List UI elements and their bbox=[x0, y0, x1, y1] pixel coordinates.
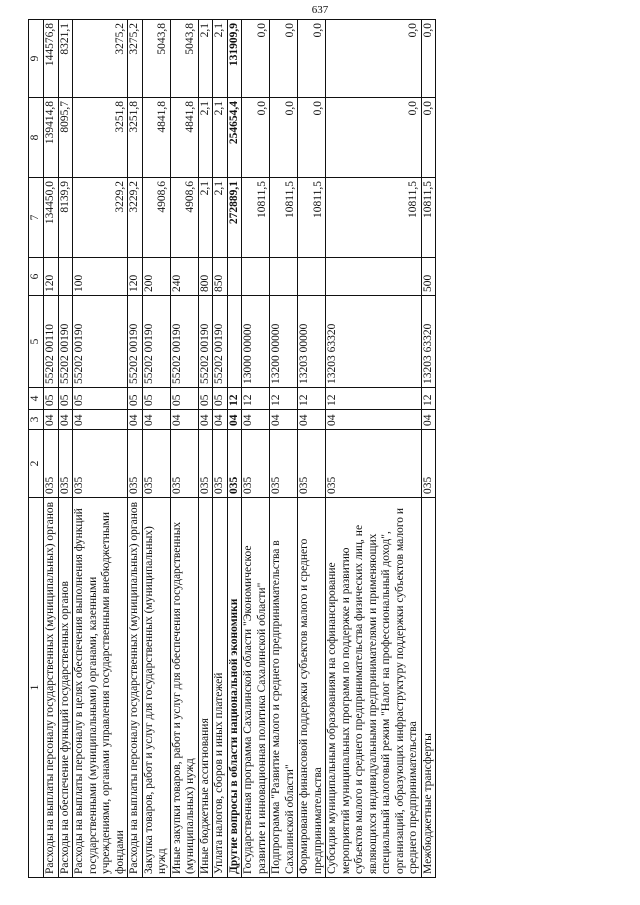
cell-c2: 035 bbox=[270, 430, 298, 498]
cell-c9: 3275,2 bbox=[128, 20, 143, 98]
table-row bbox=[73, 20, 128, 878]
cell-c2: 035 bbox=[142, 430, 170, 498]
cell-c3: 04 bbox=[142, 410, 170, 430]
cell-c2: 035 bbox=[242, 430, 270, 498]
cell-c9: 5043,8 bbox=[170, 20, 198, 98]
cell-c8: 0,0 bbox=[298, 98, 326, 178]
cell-c4: 12 bbox=[298, 388, 326, 410]
cell-c3: 04 bbox=[213, 410, 228, 430]
row-name-cell: Уплата налогов, сборов и иных платежей bbox=[213, 498, 228, 878]
page-number: 637 bbox=[311, 4, 329, 16]
cell-c9: 2,1 bbox=[198, 20, 213, 98]
cell-c3: 04 bbox=[227, 410, 242, 430]
cell-c6 bbox=[326, 258, 422, 296]
cell-c7: 3229,2 bbox=[73, 178, 128, 258]
cell-c9: 0,0 bbox=[270, 20, 298, 98]
cell-c7: 10811,5 bbox=[326, 178, 422, 258]
cell-c7: 4908,6 bbox=[142, 178, 170, 258]
cell-c7: 3229,2 bbox=[128, 178, 143, 258]
cell-c7: 272889,1 bbox=[227, 178, 242, 258]
cell-c3: 04 bbox=[73, 410, 128, 430]
cell-c9: 5043,8 bbox=[142, 20, 170, 98]
table-row bbox=[198, 20, 213, 878]
row-name-cell: Расходы на выплаты персоналу государственных (муниципальных) органов bbox=[44, 498, 59, 878]
cell-c9: 0,0 bbox=[242, 20, 270, 98]
cell-c7: 2,1 bbox=[198, 178, 213, 258]
cell-c8: 2,1 bbox=[213, 98, 228, 178]
cell-c8: 0,0 bbox=[421, 98, 436, 178]
cell-c2: 035 bbox=[227, 430, 242, 498]
cell-c4: 12 bbox=[326, 388, 422, 410]
cell-c2: 035 bbox=[58, 430, 73, 498]
table-row bbox=[242, 20, 270, 878]
cell-c4: 05 bbox=[128, 388, 143, 410]
cell-c9: 131909,9 bbox=[227, 20, 242, 98]
col-header: 2 bbox=[29, 430, 44, 498]
cell-c5: 55202 00190 bbox=[213, 296, 228, 388]
cell-c7: 8139,9 bbox=[58, 178, 73, 258]
row-name-cell: Расходы на выплаты персоналу государственных (муниципальных) органов bbox=[128, 498, 143, 878]
col-header: 4 bbox=[29, 388, 44, 410]
cell-c2: 035 bbox=[326, 430, 422, 498]
row-name-cell: Расходы на выплаты персоналу в целях обеспечения выполнения функций государственными (муниципальными) органами, казенными учреждениями, органами управления государственными внебюджетными фондами bbox=[73, 498, 128, 878]
table-row bbox=[142, 20, 170, 878]
cell-c5: 55202 00190 bbox=[170, 296, 198, 388]
cell-c5: 55202 00190 bbox=[198, 296, 213, 388]
cell-c5: 55202 00190 bbox=[142, 296, 170, 388]
cell-c6 bbox=[227, 258, 242, 296]
row-name-cell: Закупка товаров, работ и услуг для государственных (муниципальных) нужд bbox=[142, 498, 170, 878]
cell-c4: 12 bbox=[270, 388, 298, 410]
cell-c2: 035 bbox=[198, 430, 213, 498]
col-header: 3 bbox=[29, 410, 44, 430]
cell-c8: 0,0 bbox=[270, 98, 298, 178]
cell-c8: 0,0 bbox=[242, 98, 270, 178]
cell-c2: 035 bbox=[73, 430, 128, 498]
cell-c3: 04 bbox=[326, 410, 422, 430]
cell-c7: 10811,5 bbox=[242, 178, 270, 258]
cell-c2: 035 bbox=[44, 430, 59, 498]
cell-c6: 240 bbox=[170, 258, 198, 296]
cell-c7: 134450,0 bbox=[44, 178, 59, 258]
cell-c8: 254654,4 bbox=[227, 98, 242, 178]
cell-c6: 200 bbox=[142, 258, 170, 296]
table-row bbox=[213, 20, 228, 878]
col-header: 7 bbox=[29, 178, 44, 258]
col-header: 8 bbox=[29, 98, 44, 178]
col-header: 9 bbox=[29, 20, 44, 98]
table-row bbox=[170, 20, 198, 878]
row-name-cell: Субсидия муниципальным образованиям на софинансирование мероприятий муниципальных программ по поддержке и развитию субъектов малого и среднего предпринимательства физических лиц, не являющихся индивидуальными предпринимателями и применяющих специальный налоговый режим "Налог на профессиональный доход", организаций, образующих инфраструктуру поддержки субъектов малого и среднего предпринимательства bbox=[326, 498, 422, 878]
cell-c5 bbox=[227, 296, 242, 388]
cell-c9: 2,1 bbox=[213, 20, 228, 98]
cell-c2: 035 bbox=[213, 430, 228, 498]
cell-c7: 10811,5 bbox=[270, 178, 298, 258]
cell-c3: 04 bbox=[58, 410, 73, 430]
cell-c8: 8095,7 bbox=[58, 98, 73, 178]
cell-c5: 13203 63320 bbox=[326, 296, 422, 388]
cell-c6: 120 bbox=[44, 258, 59, 296]
cell-c5: 55202 00190 bbox=[73, 296, 128, 388]
cell-c8: 139414,8 bbox=[44, 98, 59, 178]
table-row bbox=[421, 20, 436, 878]
cell-c8: 4841,8 bbox=[142, 98, 170, 178]
col-header: 1 bbox=[29, 498, 44, 878]
cell-c8: 3251,8 bbox=[128, 98, 143, 178]
cell-c8: 4841,8 bbox=[170, 98, 198, 178]
cell-c2: 035 bbox=[128, 430, 143, 498]
cell-c4: 05 bbox=[58, 388, 73, 410]
row-name-cell: Формирование финансовой поддержки субъектов малого и среднего предпринимательства bbox=[298, 498, 326, 878]
cell-c8: 3251,8 bbox=[73, 98, 128, 178]
col-header: 5 bbox=[29, 296, 44, 388]
cell-c3: 04 bbox=[298, 410, 326, 430]
cell-c4: 05 bbox=[198, 388, 213, 410]
cell-c3: 04 bbox=[44, 410, 59, 430]
cell-c2: 035 bbox=[298, 430, 326, 498]
row-name-cell: Иные бюджетные ассигнования bbox=[198, 498, 213, 878]
table-row bbox=[227, 20, 242, 878]
budget-table bbox=[28, 19, 436, 878]
cell-c3: 04 bbox=[242, 410, 270, 430]
cell-c3: 04 bbox=[270, 410, 298, 430]
cell-c9: 0,0 bbox=[298, 20, 326, 98]
cell-c6: 120 bbox=[128, 258, 143, 296]
cell-c8: 0,0 bbox=[326, 98, 422, 178]
table-row bbox=[44, 20, 59, 878]
row-name-cell: Расходы на обеспечение функций государственных органов bbox=[58, 498, 73, 878]
cell-c7: 10811,5 bbox=[298, 178, 326, 258]
row-name-cell: Межбюджетные трансферты bbox=[421, 498, 436, 878]
row-name-cell: Другие вопросы в области национальной экономики bbox=[227, 498, 242, 878]
cell-c4: 05 bbox=[73, 388, 128, 410]
cell-c4: 05 bbox=[170, 388, 198, 410]
cell-c3: 04 bbox=[421, 410, 436, 430]
cell-c9: 8321,1 bbox=[58, 20, 73, 98]
cell-c9: 0,0 bbox=[326, 20, 422, 98]
cell-c5: 13000 00000 bbox=[242, 296, 270, 388]
table-row bbox=[128, 20, 143, 878]
cell-c9: 3275,2 bbox=[73, 20, 128, 98]
cell-c6: 800 bbox=[198, 258, 213, 296]
header-row bbox=[29, 20, 44, 878]
cell-c4: 12 bbox=[227, 388, 242, 410]
cell-c4: 05 bbox=[142, 388, 170, 410]
cell-c5: 13203 00000 bbox=[298, 296, 326, 388]
cell-c5: 55202 00190 bbox=[58, 296, 73, 388]
cell-c7: 2,1 bbox=[213, 178, 228, 258]
cell-c6: 850 bbox=[213, 258, 228, 296]
row-name-cell: Иные закупки товаров, работ и услуг для обеспечения государственных (муниципальных) нужд bbox=[170, 498, 198, 878]
table-row bbox=[270, 20, 298, 878]
cell-c5: 55202 00190 bbox=[128, 296, 143, 388]
cell-c6 bbox=[242, 258, 270, 296]
cell-c3: 04 bbox=[198, 410, 213, 430]
row-name-cell: Подпрограмма "Развитие малого и среднего предпринимательства в Сахалинской области" bbox=[270, 498, 298, 878]
cell-c7: 10811,5 bbox=[421, 178, 436, 258]
table-row bbox=[298, 20, 326, 878]
cell-c9: 0,0 bbox=[421, 20, 436, 98]
cell-c5: 13203 63320 bbox=[421, 296, 436, 388]
cell-c4: 12 bbox=[242, 388, 270, 410]
cell-c6 bbox=[298, 258, 326, 296]
table-row bbox=[326, 20, 422, 878]
cell-c7: 4908,6 bbox=[170, 178, 198, 258]
cell-c6 bbox=[270, 258, 298, 296]
cell-c6 bbox=[58, 258, 73, 296]
cell-c3: 04 bbox=[170, 410, 198, 430]
col-header: 6 bbox=[29, 258, 44, 296]
row-name-cell: Государственная программа Сахалинской области "Экономическое развитие и инновационная политика Сахалинской области" bbox=[242, 498, 270, 878]
table-row bbox=[58, 20, 73, 878]
cell-c3: 04 bbox=[128, 410, 143, 430]
cell-c5: 55202 00110 bbox=[44, 296, 59, 388]
cell-c4: 05 bbox=[44, 388, 59, 410]
cell-c2: 035 bbox=[421, 430, 436, 498]
cell-c6: 100 bbox=[73, 258, 128, 296]
cell-c4: 12 bbox=[421, 388, 436, 410]
cell-c2: 035 bbox=[170, 430, 198, 498]
cell-c5: 13200 00000 bbox=[270, 296, 298, 388]
rotated-table-wrapper bbox=[28, 19, 436, 878]
cell-c8: 2,1 bbox=[198, 98, 213, 178]
cell-c9: 144576,8 bbox=[44, 20, 59, 98]
cell-c6: 500 bbox=[421, 258, 436, 296]
cell-c4: 05 bbox=[213, 388, 228, 410]
